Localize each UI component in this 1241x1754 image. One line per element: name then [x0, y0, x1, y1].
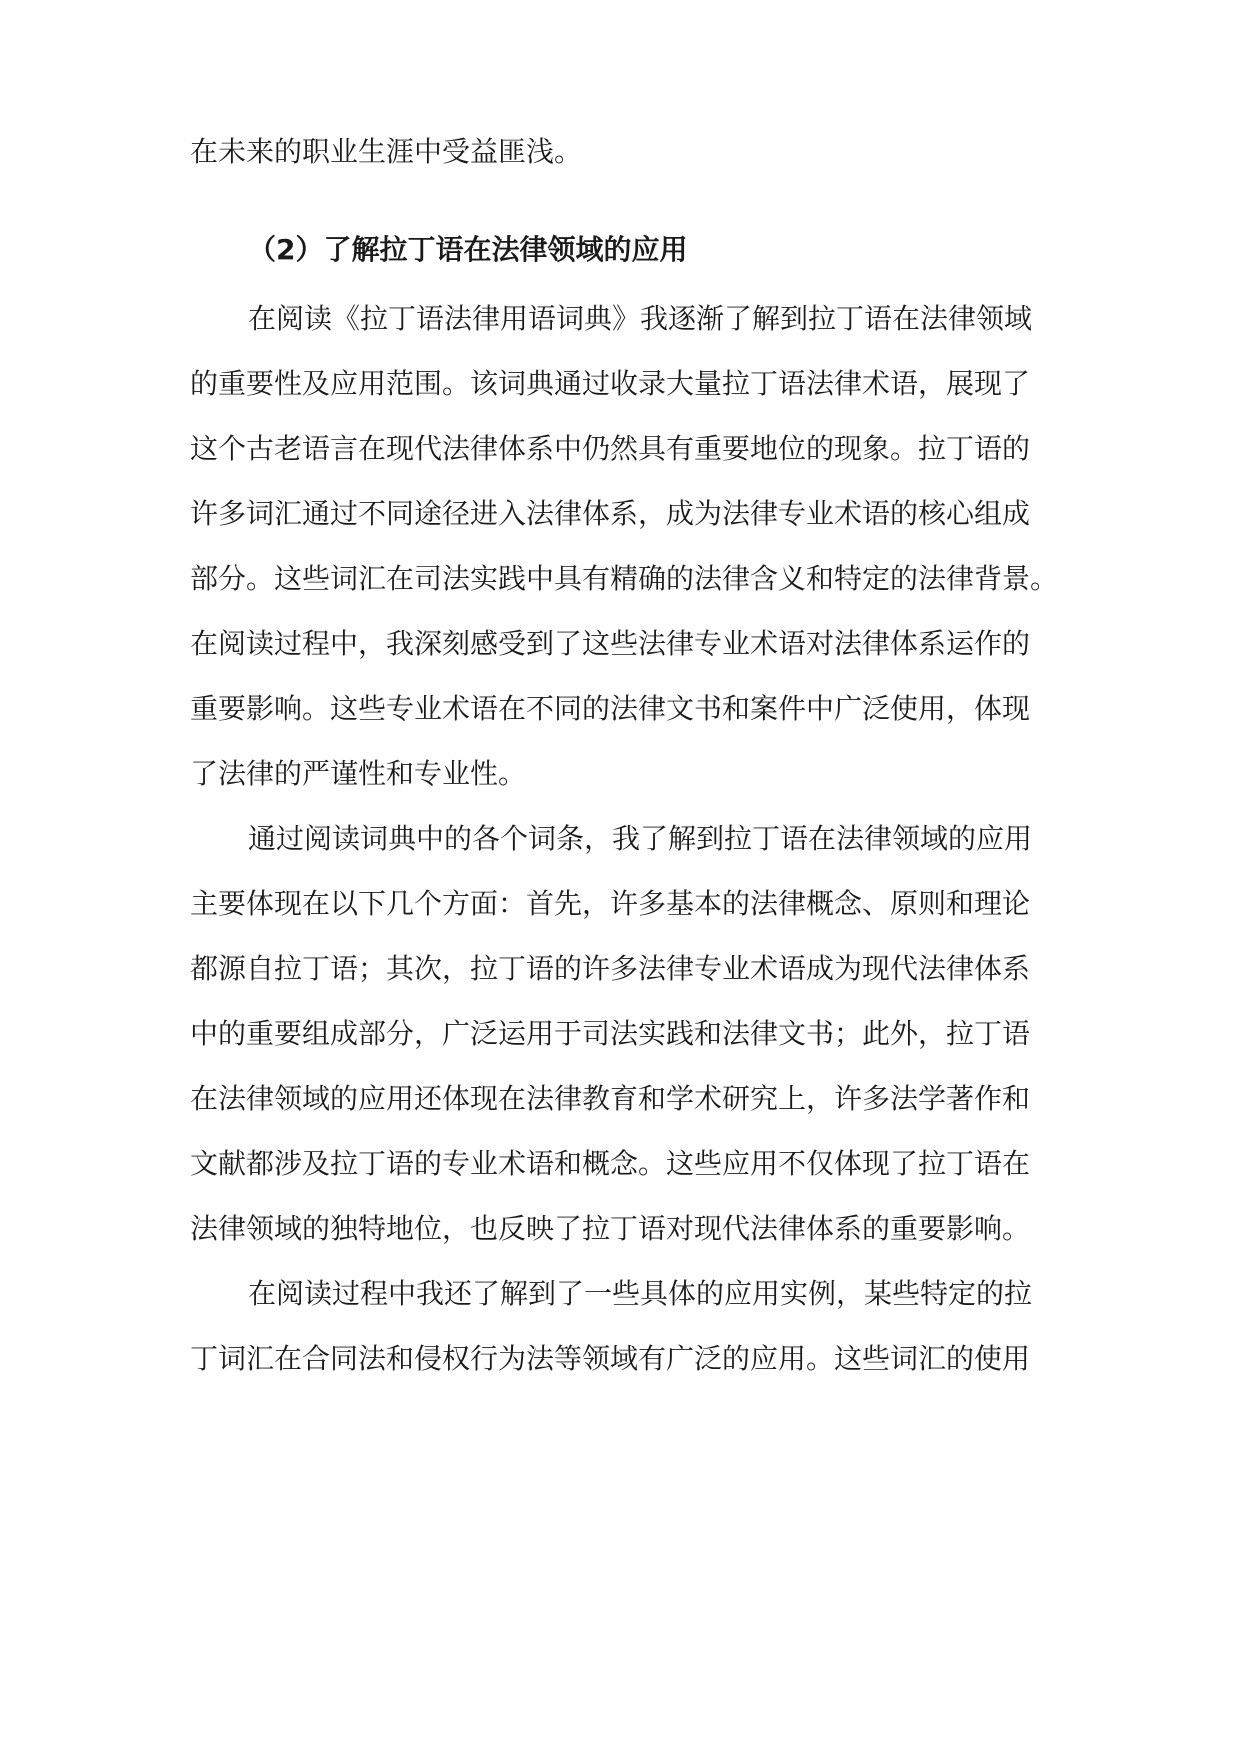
paragraph-line: 在未来的职业生涯中受益匪浅。 [190, 135, 583, 168]
paragraph-line: 这个古老语言在现代法律体系中仍然具有重要地位的现象。拉丁语的 [190, 432, 1031, 465]
paragraph-line: 了法律的严谨性和专业性。 [190, 757, 527, 790]
paragraph-line: 的重要性及应用范围。该词典通过收录大量拉丁语法律术语，展现了 [190, 367, 1031, 400]
paragraph-line: 中的重要组成部分，广泛运用于司法实践和法律文书；此外，拉丁语 [190, 1017, 1031, 1050]
paragraph-line: 文献都涉及拉丁语的专业术语和概念。这些应用不仅体现了拉丁语在 [190, 1147, 1031, 1180]
paragraph-line: 丁词汇在合同法和侵权行为法等领域有广泛的应用。这些词汇的使用 [190, 1342, 1031, 1375]
paragraph-line: 主要体现在以下几个方面：首先，许多基本的法律概念、原则和理论 [190, 887, 1031, 920]
paragraph-line: 法律领域的独特地位，也反映了拉丁语对现代法律体系的重要影响。 [190, 1212, 1031, 1245]
paragraph-line: 部分。这些词汇在司法实践中具有精确的法律含义和特定的法律背景。 [190, 562, 1059, 595]
paragraph-line: 在阅读过程中，我深刻感受到了这些法律专业术语对法律体系运作的 [190, 627, 1031, 660]
paragraph-line: 在阅读《拉丁语法律用语词典》我逐渐了解到拉丁语在法律领域 [248, 302, 1033, 335]
paragraph-line: 通过阅读词典中的各个词条，我了解到拉丁语在法律领域的应用 [248, 822, 1033, 855]
paragraph-line: 重要影响。这些专业术语在不同的法律文书和案件中广泛使用，体现 [190, 692, 1031, 725]
paragraph-line: 在阅读过程中我还了解到了一些具体的应用实例，某些特定的拉 [248, 1277, 1033, 1310]
paragraph-line: 许多词汇通过不同途径进入法律体系，成为法律专业术语的核心组成 [190, 497, 1031, 530]
section-heading: （2）了解拉丁语在法律领域的应用 [248, 233, 688, 266]
paragraph-line: 在法律领域的应用还体现在法律教育和学术研究上，许多法学著作和 [190, 1082, 1031, 1115]
paragraph-line: 都源自拉丁语；其次，拉丁语的许多法律专业术语成为现代法律体系 [190, 952, 1031, 985]
